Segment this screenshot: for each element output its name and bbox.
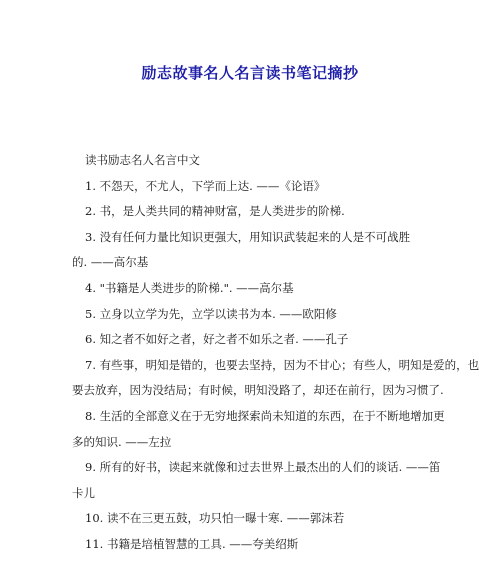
quote-line-continued: 要去放弃，因为没结局；有时候，明知没路了，却还在前行，因为习惯了. — [72, 383, 444, 398]
quote-line: 9. 所有的好书，读起来就像和过去世界上最杰出的人们的谈话. ——笛 — [85, 460, 441, 475]
quote-line: 2. 书，是人类共同的精神财富，是人类进步的阶梯. — [85, 204, 345, 219]
quote-line: 5. 立身以立学为先，立学以读书为本. ——欧阳修 — [85, 306, 337, 321]
quote-line: 4. "书籍是人类进步的阶梯.". ——高尔基 — [85, 280, 294, 295]
quote-item — [0, 276, 500, 302]
quote-item — [0, 404, 500, 455]
quote-item — [0, 327, 500, 353]
quote-line: 3. 没有任何力量比知识更强大，用知识武装起来的人是不可战胜 — [85, 229, 411, 244]
quote-item — [0, 199, 500, 225]
quote-item — [0, 506, 500, 532]
quote-item — [0, 353, 500, 404]
quote-item — [0, 225, 500, 276]
quote-line: 6. 知之者不如好之者，好之者不如乐之者. ——孔子 — [85, 332, 349, 347]
quote-line: 1. 不怨天，不尤人，下学而上达. ——《论语》 — [85, 178, 326, 193]
intro-line — [0, 148, 500, 174]
document-title: 励志故事名人名言读书笔记摘抄 — [141, 64, 359, 82]
quote-line: 7. 有些事，明知是错的，也要去坚持，因为不甘心；有些人，明知是爱的，也 — [85, 357, 480, 372]
quote-item — [0, 455, 500, 506]
document-body — [0, 148, 500, 558]
quote-line-continued: 卡儿 — [72, 485, 95, 500]
quote-line-continued: 的. ——高尔基 — [72, 255, 149, 270]
quote-line-continued: 多的知识. ——左拉 — [72, 434, 172, 449]
quote-line: 11. 书籍是培植智慧的工具. ——夸美绍斯 — [85, 536, 299, 551]
quote-line: 10. 读不在三更五鼓，功只怕一曝十寒. ——郭沫若 — [85, 511, 345, 526]
quote-item — [0, 302, 500, 328]
quote-line: 8. 生活的全部意义在于无穷地探索尚未知道的东西，在于不断地增加更 — [85, 408, 445, 423]
intro-text: 读书励志名人名言中文 — [85, 153, 200, 167]
quote-item — [0, 174, 500, 200]
quote-item — [0, 532, 500, 558]
